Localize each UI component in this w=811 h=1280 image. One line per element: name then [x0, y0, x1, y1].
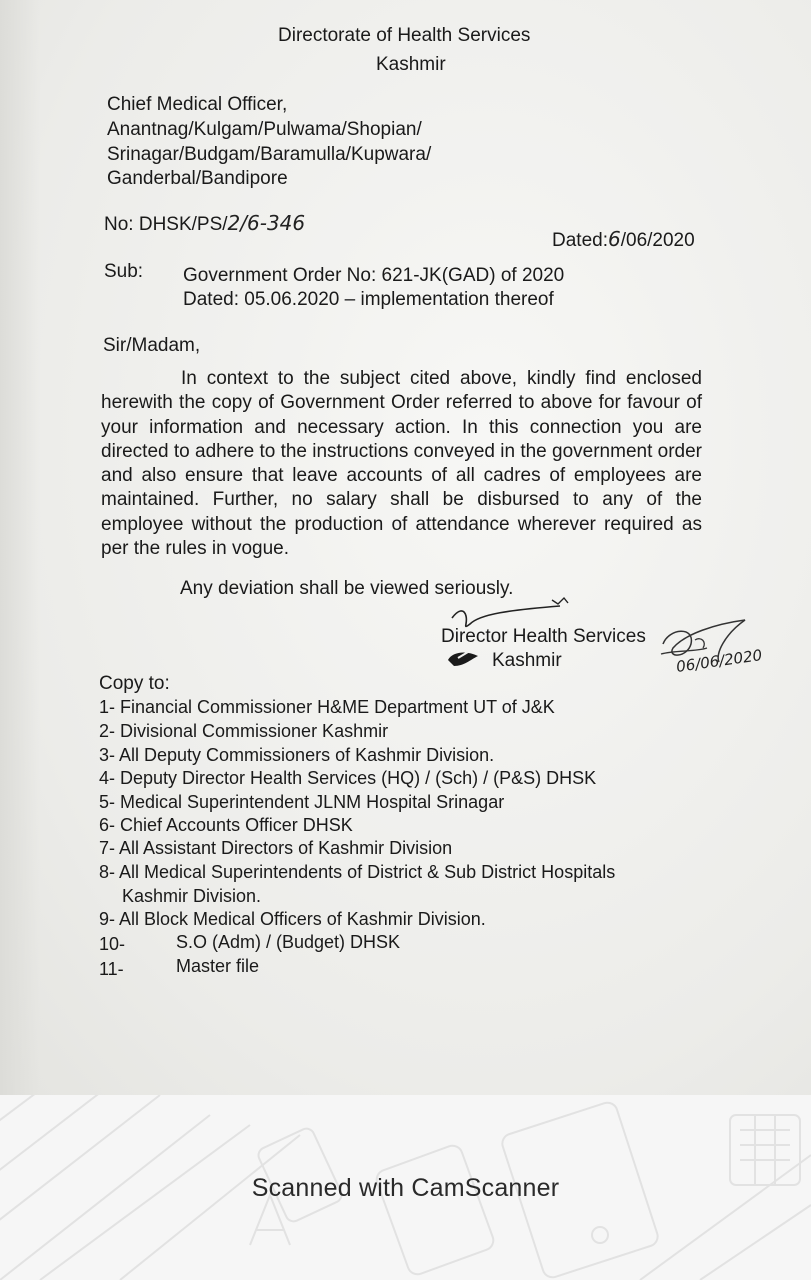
- copy-to-item-number: 10-: [99, 934, 126, 954]
- copy-to-item: 3- All Deputy Commissioners of Kashmir Division.: [99, 745, 495, 765]
- copy-to-item: 8- All Medical Superintendents of District & Sub District Hospitals: [99, 862, 616, 882]
- copy-to-item: 2- Divisional Commissioner Kashmir: [99, 721, 389, 741]
- signatory-title: Director Health Services: [441, 626, 646, 647]
- header-org: Directorate of Health Services: [278, 25, 531, 46]
- addressee-line-3: Srinagar/Budgam/Baramulla/Kupwara/: [107, 144, 432, 165]
- copy-to-item: 7- All Assistant Directors of Kashmir Division: [99, 838, 453, 858]
- ref-date: [552, 228, 695, 252]
- copy-to-item-number: 11-: [99, 959, 124, 979]
- header-region: Kashmir: [376, 54, 446, 75]
- copy-to-item: 1- Financial Commissioner H&ME Department UT of J&K: [99, 697, 555, 717]
- footer-brand-text: Scanned with CamScanner: [251, 1174, 560, 1202]
- subject-line-2: Dated: 05.06.2020 – implementation thereof: [183, 289, 554, 310]
- addressee-line-1: Chief Medical Officer,: [107, 94, 288, 115]
- ink-blot-icon: [444, 648, 484, 670]
- body-paragraph-text: In context to the subject cited above, kindly find enclosed herewith the copy of Government Order referred to above for favour of your information and necessary action. In this connection you are directed to adhere to the instructions conveyed in the government order and also ensure that leave accounts of all cadres of employees are maintained. Further, no salary shall be disbursed to any of the employee without the production of attendance wherever required as per the rules in vogue.: [101, 368, 702, 560]
- subject-line-1: Government Order No: 621-JK(GAD) of 2020: [183, 265, 565, 286]
- body-paragraph: [101, 367, 702, 561]
- addressee-line-4: Ganderbal/Bandipore: [107, 168, 288, 189]
- ref-date-handwritten: 6: [607, 227, 621, 251]
- paper-shadow-edge: [0, 0, 40, 1095]
- copy-to-label: Copy to:: [99, 673, 170, 694]
- signatory-region: Kashmir: [492, 650, 562, 671]
- ref-number-label: No: DHSK/PS/: [104, 214, 228, 235]
- ref-number-handwritten: 2/6-346: [227, 211, 306, 235]
- copy-to-item: 9- All Block Medical Officers of Kashmir Division.: [99, 909, 486, 929]
- copy-to-item: S.O (Adm) / (Budget) DHSK: [176, 932, 401, 952]
- deviation-notice: Any deviation shall be viewed seriously.: [180, 578, 514, 599]
- copy-to-item: 4- Deputy Director Health Services (HQ) / (Sch) / (P&S) DHSK: [99, 768, 597, 788]
- ref-date-rest: /06/2020: [620, 230, 695, 251]
- copy-to-item: Master file: [176, 956, 260, 976]
- subject-label: Sub:: [104, 261, 144, 282]
- ref-date-label: Dated:: [552, 230, 608, 251]
- copy-to-item-continuation: Kashmir Division.: [122, 886, 262, 906]
- copy-to-item: 5- Medical Superintendent JLNM Hospital Srinagar: [99, 792, 505, 812]
- copy-to-item: 6- Chief Accounts Officer DHSK: [99, 815, 353, 835]
- addressee-line-2: Anantnag/Kulgam/Pulwama/Shopian/: [107, 119, 422, 140]
- salutation: Sir/Madam,: [103, 335, 201, 356]
- ref-number: [104, 212, 305, 236]
- signature-date: 06/06/2020: [675, 646, 764, 676]
